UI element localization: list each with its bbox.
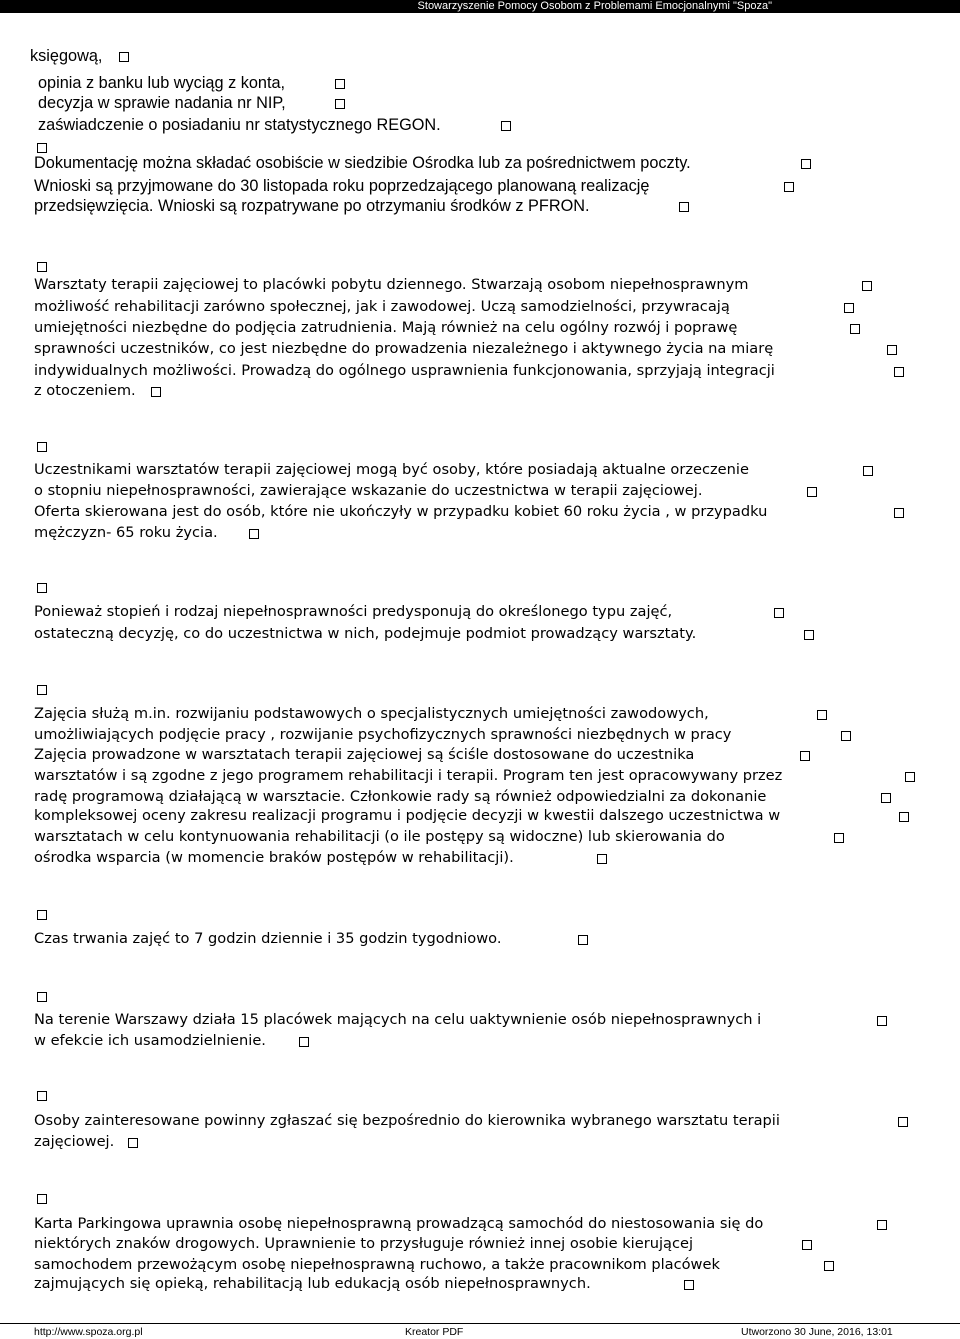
- missing-glyph-icon: [894, 367, 904, 377]
- text-line: Na terenie Warszawy działa 15 placówek mających na celu uaktywnienie osób niepełnosprawnych i: [34, 1011, 762, 1028]
- missing-glyph-icon: [151, 387, 161, 397]
- missing-glyph-icon: [37, 143, 47, 153]
- text-line: z otoczeniem.: [34, 382, 136, 399]
- missing-glyph-icon: [37, 262, 47, 272]
- missing-glyph-icon: [37, 1091, 47, 1101]
- missing-glyph-icon: [597, 854, 607, 864]
- missing-glyph-icon: [299, 1037, 309, 1047]
- text-line: umiejętności niezbędne do podjęcia zatrudnienia. Mają również na celu ogólny rozwój i poprawę: [34, 319, 738, 336]
- missing-glyph-icon: [877, 1016, 887, 1026]
- text-line: ośrodka wsparcia (w momencie braków postępów w rehabilitacji).: [34, 849, 514, 866]
- text-line: w efekcie ich usamodzielnienie.: [34, 1032, 266, 1049]
- text-line: warsztatach w celu kontynuowania rehabilitacji (o ile postępy są widoczne) lub skierowania do: [34, 828, 725, 845]
- text-line: warsztatów i są zgodne z jego programem rehabilitacji i terapii. Program ten jest opracowywany przez: [34, 767, 783, 784]
- missing-glyph-icon: [850, 324, 860, 334]
- missing-glyph-icon: [501, 121, 511, 131]
- text-line: radę programową działającą w warsztacie. Członkowie rady są również odpowiedzialni za dokonanie: [34, 788, 767, 805]
- missing-glyph-icon: [844, 303, 854, 313]
- missing-glyph-icon: [817, 710, 827, 720]
- footer-created-date: Utworzono 30 June, 2016, 13:01: [741, 1326, 893, 1338]
- missing-glyph-icon: [37, 442, 47, 452]
- text-line: o stopniu niepełnosprawności, zawierające wskazanie do uczestnictwa w terapii zajęciowej.: [34, 482, 703, 499]
- missing-glyph-icon: [877, 1220, 887, 1230]
- text-line: księgową,: [30, 47, 103, 65]
- text-line: sprawności uczestników, co jest niezbędne do prowadzenia niezależnego i aktywnego życia na miarę: [34, 340, 774, 357]
- missing-glyph-icon: [249, 529, 259, 539]
- text-line: Oferta skierowana jest do osób, które nie ukończyły w przypadku kobiet 60 roku życia , w przypadku: [34, 503, 768, 520]
- text-line: kompleksowej oceny zakresu realizacji programu i podjęcie decyzji w kwestii dalszego uczestnictwa w: [34, 807, 781, 824]
- missing-glyph-icon: [802, 1240, 812, 1250]
- missing-glyph-icon: [894, 508, 904, 518]
- text-line: Dokumentację można składać osobiście w siedzibie Ośrodka lub za pośrednictwem poczty.: [34, 154, 691, 172]
- missing-glyph-icon: [679, 202, 689, 212]
- text-line: zajęciowej.: [34, 1133, 115, 1150]
- missing-glyph-icon: [801, 159, 811, 169]
- text-line: możliwość rehabilitacji zarówno społecznej, jak i zawodowej. Uczą samodzielności, przywracają: [34, 298, 730, 315]
- text-line: niektórych znaków drogowych. Uprawnienie to przysługuje również innej osobie kierującej: [34, 1235, 694, 1252]
- missing-glyph-icon: [862, 281, 872, 291]
- text-line: przedsięwzięcia. Wnioski są rozpatrywane po otrzymaniu środków z PFRON.: [34, 197, 590, 215]
- missing-glyph-icon: [841, 731, 851, 741]
- text-line: indywidualnych możliwości. Prowadzą do ogólnego usprawnienia funkcjonowania, sprzyjają integracji: [34, 362, 775, 379]
- text-line: Warsztaty terapii zajęciowej to placówki pobytu dziennego. Stwarzają osobom niepełnosprawnym: [34, 276, 749, 293]
- text-line: Karta Parkingowa uprawnia osobę niepełnosprawną prowadzącą samochód do niestosowania się do: [34, 1215, 764, 1232]
- missing-glyph-icon: [807, 487, 817, 497]
- text-line: zajmujących się opieką, rehabilitacją lub edukacją osób niepełnosprawnych.: [34, 1275, 591, 1292]
- text-line: Osoby zainteresowane powinny zgłaszać się bezpośrednio do kierownika wybranego warsztatu terapii: [34, 1112, 780, 1129]
- missing-glyph-icon: [37, 992, 47, 1002]
- missing-glyph-icon: [578, 935, 588, 945]
- missing-glyph-icon: [128, 1138, 138, 1148]
- missing-glyph-icon: [119, 52, 129, 62]
- missing-glyph-icon: [905, 772, 915, 782]
- text-line: Wnioski są przyjmowane do 30 listopada roku poprzedzającego planowaną realizację: [34, 177, 650, 195]
- missing-glyph-icon: [335, 99, 345, 109]
- text-line: umożliwiających podjęcie pracy , rozwijanie psychofizycznych sprawności niezbędnych w pracy: [34, 726, 732, 743]
- missing-glyph-icon: [899, 812, 909, 822]
- missing-glyph-icon: [37, 685, 47, 695]
- missing-glyph-icon: [804, 630, 814, 640]
- text-line: mężczyzn- 65 roku życia.: [34, 524, 218, 541]
- missing-glyph-icon: [684, 1280, 694, 1290]
- footer-generator: Kreator PDF: [405, 1326, 464, 1338]
- missing-glyph-icon: [335, 79, 345, 89]
- text-line: Ponieważ stopień i rodzaj niepełnosprawności predysponują do określonego typu zajęć,: [34, 603, 673, 620]
- missing-glyph-icon: [881, 793, 891, 803]
- text-line: opinia z banku lub wyciąg z konta,: [38, 74, 286, 92]
- text-line: ostateczną decyzję, co do uczestnictwa w nich, podejmuje podmiot prowadzący warsztaty.: [34, 625, 697, 642]
- missing-glyph-icon: [898, 1117, 908, 1127]
- missing-glyph-icon: [784, 182, 794, 192]
- text-line: Zajęcia służą m.in. rozwijaniu podstawowych o specjalistycznych umiejętności zawodowych,: [34, 705, 709, 722]
- text-line: zaświadczenie o posiadaniu nr statystycznego REGON.: [38, 116, 441, 134]
- page-footer: [0, 1323, 960, 1339]
- footer-url: http://www.spoza.org.pl: [34, 1326, 143, 1338]
- text-line: Uczestnikami warsztatów terapii zajęciowej mogą być osoby, które posiadają aktualne orzeczenie: [34, 461, 749, 478]
- text-line: samochodem przewożącym osobę niepełnosprawną ruchowo, a także pracownikom placówek: [34, 1256, 720, 1273]
- missing-glyph-icon: [824, 1261, 834, 1271]
- missing-glyph-icon: [834, 833, 844, 843]
- missing-glyph-icon: [37, 910, 47, 920]
- text-line: Czas trwania zajęć to 7 godzin dziennie i 35 godzin tygodniowo.: [34, 930, 502, 947]
- missing-glyph-icon: [774, 608, 784, 618]
- text-line: Zajęcia prowadzone w warsztatach terapii zajęciowej są ściśle dostosowane do uczestnika: [34, 746, 695, 763]
- missing-glyph-icon: [887, 345, 897, 355]
- organization-title: Stowarzyszenie Pomocy Osobom z Problemami Emocjonalnymi "Spoza": [417, 0, 772, 12]
- missing-glyph-icon: [863, 466, 873, 476]
- text-line: decyzja w sprawie nadania nr NIP,: [38, 94, 286, 112]
- missing-glyph-icon: [37, 1194, 47, 1204]
- missing-glyph-icon: [800, 751, 810, 761]
- missing-glyph-icon: [37, 583, 47, 593]
- page-header-bar: [0, 0, 960, 13]
